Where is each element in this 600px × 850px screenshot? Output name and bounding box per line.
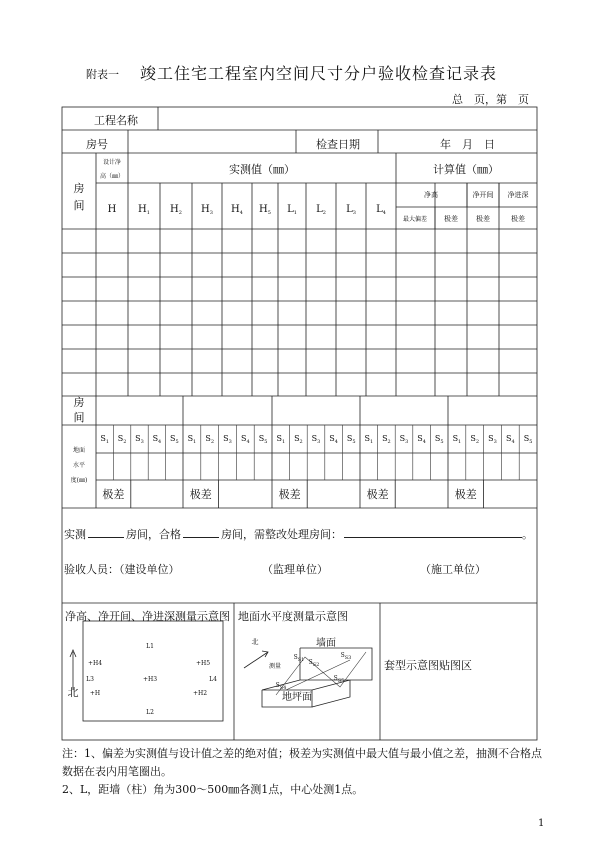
s-header: $S_1$: [276, 434, 286, 445]
floor-side: [312, 680, 350, 707]
page-title: 竣工住宅工程室内空间尺寸分户验收检查记录表: [140, 64, 498, 83]
form-number: 附表一: [86, 68, 119, 81]
s-header: $S_2$: [382, 434, 391, 445]
s-header: $S_2$: [294, 434, 303, 445]
point-label: $S_{S2}$: [308, 659, 320, 668]
s-header: $S_4$: [240, 434, 250, 445]
inspection-date-value: 年 月 日: [440, 138, 495, 151]
north-label-2: 北: [251, 638, 259, 646]
calc-group-net-bay: 净开间: [472, 191, 494, 199]
room-column-label: 间: [73, 199, 85, 212]
label-L4: L4: [209, 676, 217, 683]
label-L3: L3: [86, 676, 94, 683]
note-line-1: 注：1、偏差为实测值与设计值之差的绝对值；极差为实测值中最大值与最小值之差，抽测不合格点: [62, 747, 542, 760]
s-header: $S_1$: [364, 434, 374, 445]
s-header: $S_3$: [135, 434, 144, 445]
wall-label: 墙面: [316, 638, 336, 649]
design-height-label: 设计净: [102, 159, 122, 166]
room-column-label: 房: [73, 182, 85, 195]
label-L2: L2: [146, 709, 154, 716]
calc-group-net-depth: 净进深: [507, 191, 529, 199]
direction-arrow: [244, 652, 268, 668]
s-header: $S_2$: [205, 434, 215, 445]
floor-room-label: 间: [73, 411, 85, 424]
calculated-values-label: 计算值（㎜）: [433, 163, 499, 176]
s-header: $S_5$: [434, 434, 444, 445]
room-number-label: 房号: [86, 138, 108, 151]
range-label: 极差: [366, 488, 389, 501]
floor-level-label: 水平: [72, 462, 86, 469]
page-counter: 总 页，第 页: [452, 93, 529, 106]
note-line-3: 2、L，距墙（柱）角为300～500㎜各测1点，中心处测1点。: [62, 783, 364, 796]
table-border: [62, 107, 537, 740]
inspector-construction: 验收人员：（建设单位）: [64, 563, 180, 576]
diagram2-title: 地面水平度测量示意图: [238, 610, 348, 623]
inspector-supervision: （监理单位）: [262, 563, 328, 576]
s-header: $S_4$: [417, 434, 426, 445]
calc-sub-range: 极差: [444, 215, 458, 223]
label-H2: +H2: [192, 690, 208, 697]
s-header: $S_1$: [187, 434, 197, 445]
label-H3: +H3: [142, 676, 158, 683]
point-label: $S_{S5}$: [333, 675, 345, 684]
column-header: $H_3$: [201, 204, 213, 216]
page-number: 1: [538, 818, 545, 829]
s-header: $S_3$: [223, 434, 232, 445]
direction-label: 测量: [268, 663, 282, 670]
s-header: $S_3$: [311, 434, 321, 445]
project-name-label: 工程名称: [94, 114, 138, 127]
label-H4: +H4: [87, 660, 103, 667]
point-label: $S_{S3}$: [340, 652, 352, 661]
range-label: 极差: [102, 488, 125, 501]
floor-level-label: 地面: [72, 447, 86, 454]
s-header: $S_1$: [100, 434, 110, 445]
s-header: $S_4$: [329, 434, 338, 445]
calc-sub-range: 极差: [476, 215, 490, 223]
column-header: $L_1$: [287, 204, 297, 216]
s-header: $S_2$: [117, 434, 127, 445]
measured-values-label: 实测值（㎜）: [229, 163, 295, 176]
room-plan-box: [83, 621, 223, 721]
calc-sub-range: 极差: [511, 215, 525, 223]
column-header: $H_1$: [138, 204, 150, 216]
column-header: $H_4$: [231, 204, 243, 216]
point-label: $S_{S1}$: [293, 654, 305, 663]
summary-measured: 实测 房间，合格 房间，需整改处理房间： 。: [64, 528, 533, 541]
range-label: 极差: [454, 488, 477, 501]
design-height-label: 高（㎜）: [99, 173, 125, 180]
calc-sub-max-deviation: 最大偏差: [402, 216, 428, 223]
s-header: $S_2$: [470, 434, 480, 445]
floor-room-label: 房: [73, 396, 85, 409]
s-header: $S_5$: [523, 434, 533, 445]
diagram1-title: 净高、净开间、净进深测量示意图: [65, 610, 230, 623]
point-label: $S_{S4}$: [275, 682, 287, 691]
column-header: $H_5$: [259, 204, 271, 216]
inspector-contractor: （施工单位）: [420, 563, 486, 576]
range-label: 极差: [189, 488, 212, 501]
diagram3-title: 套型示意图贴图区: [384, 659, 472, 672]
s-header: $S_4$: [152, 434, 162, 445]
s-header: $S_1$: [452, 434, 462, 445]
floor-level-label: 度(㎜): [70, 477, 88, 484]
note-line-2: 数据在表内用笔圈出。: [62, 765, 172, 778]
s-header: $S_5$: [169, 434, 179, 445]
column-header: $L_3$: [346, 204, 356, 216]
column-header: $L_4$: [376, 204, 386, 216]
floor-label: 地坪面: [282, 692, 312, 703]
s-header: $S_3$: [488, 434, 497, 445]
inspection-date-label: 检查日期: [316, 138, 360, 151]
calc-group-net-height: 净高: [424, 191, 438, 199]
range-label: 极差: [278, 488, 301, 501]
label-L1: L1: [146, 643, 154, 650]
label-H: +H: [89, 690, 101, 697]
s-header: $S_5$: [258, 434, 268, 445]
column-header: $L_2$: [316, 204, 326, 216]
s-header: $S_5$: [346, 434, 356, 445]
label-H5: +H5: [195, 660, 211, 667]
s-header: $S_3$: [399, 434, 409, 445]
column-header: $H_2$: [170, 204, 182, 216]
s-header: $S_4$: [505, 434, 515, 445]
north-label: 北: [67, 686, 79, 699]
column-header: H: [107, 204, 117, 215]
